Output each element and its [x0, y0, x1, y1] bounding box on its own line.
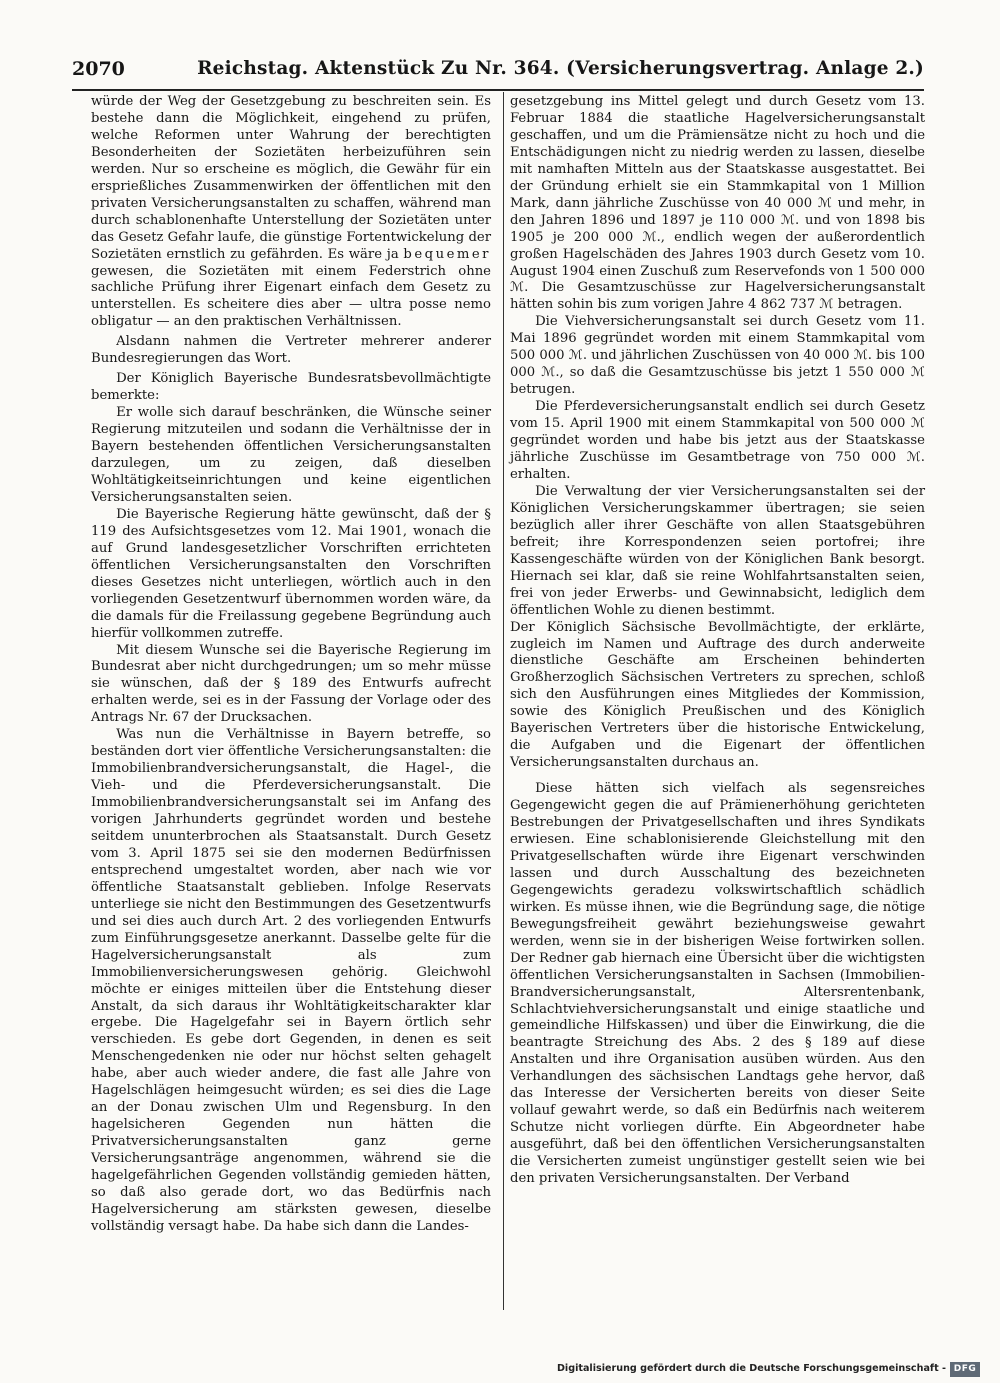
paragraph: würde der Weg der Gesetzgebung zu beschreiten sein. Es bestehe dann die Möglichkeit, eingehend zu prüfen, welche Reformen unter Wahrung der berechtigten Besonderheiten der Sozietäten herbeizuführen sein werden. Nur so erscheine es möglich, die Gewähr für ein ersprießliches Zusammenwirken der öffentlichen mit den privaten Versicherungsanstalten zu schaffen, während man durch schablonenhafte Unterstellung der Sozietäten unter das Gesetz Gefahr laufe, die günstige Fortentwickelung der Sozietäten ernstlich zu gefährden. Es wäre ja bequemer gewesen, die Sozietäten mit einem Federstrich ohne sachliche Prüfung ihrer Eigenart einfach dem Gesetz zu unterstellen. Es scheitere dies aber — ultra posse nemo obligatur — an den praktischen Verhältnissen. — [91, 94, 491, 330]
right-column — [510, 94, 925, 1188]
dfg-logo-icon: DFG — [950, 1362, 980, 1377]
column-divider — [503, 92, 504, 1310]
footer — [556, 1362, 980, 1378]
paragraph: Er wolle sich darauf beschränken, die Wünsche seiner Regierung mitzuteilen und sodann die Verhältnisse der in Bayern bestehenden öffentlichen Versicherungsanstalten darzulegen, um zu zeigen, daß dieselben Wohltätigkeitseinrichtungen und keine eigentlichen Versicherungsanstalten seien. — [91, 405, 491, 505]
emphasis-spaced: bequemer — [403, 246, 491, 262]
paragraph: Diese hätten sich vielfach als segensreiches Gegengewicht gegen die auf Prämienerhöhung gerichteten Bestrebungen der Privatgesellschaften und ihres Syndikats erwiesen. Eine schablonisierende Gleichstellung mit den Privatgesellschaften würde ihre Eigenart verschwinden lassen und durch Ausschaltung des bezeichneten Gegengewichts geradezu volkswirtschaftlich schädlich wirken. Es müsse ihnen, wie die Begründung sage, die nötige Bewegungsfreiheit gewährt beziehungsweise gewahrt werden, wenn sie in der bisherigen Weise fortwirken sollen. Der Redner gab hiernach eine Übersicht über die wichtigsten öffentlichen Versicherungsanstalten in Sachsen (Immobilien-Brandversicherungsanstalt, Altersrentenbank, Schlachtviehversicherungsanstalt und einige staatliche und gemeindliche Hilfskassen) und über die Einwirkung, die die beantragte Streichung des Abs. 2 des § 189 auf diese Anstalten und ihre Organisation ausüben würden. Aus den Verhandlungen des sächsischen Landtags gehe hervor, daß das Interesse der Versicherten bereits von dieser Seite vollauf gewahrt werde, so daß ein Bedürfnis nach weiterem Schutze nicht vorliegen dürfte. Ein Abgeordneter habe ausgeführt, daß bei den öffentlichen Versicherungsanstalten die Versicherten zumeist ungünstiger gestellt seien wie bei den privaten Versicherungsanstalten. Der Verband — [510, 781, 925, 1187]
paragraph: Die Bayerische Regierung hätte gewünscht, daß der § 119 des Aufsichtsgesetzes vom 12. Mai 1901, wonach die auf Grund landesgesetzlicher Vorschriften errichteten öffentlichen Versicherungsanstalten den Vorschriften dieses Gesetzes nicht unterliegen, wörtlich auch in den vorliegenden Gesetzentwurf übernommen worden wäre, da die damals für die Freilassung gegebene Begründung auch hierfür vollkommen zutreffe. — [91, 506, 491, 641]
page-number: 2070 — [72, 58, 125, 80]
paragraph: Was nun die Verhältnisse in Bayern betreffe, so beständen dort vier öffentliche Versicherungsanstalten: die Immobilienbrandversicherungsanstalt, die Hagel-, die Vieh- und die Pferdeversicherungsanstalt. Die Immobilienbrandversicherungsanstalt sei im Anfang des vorigen Jahrhunderts gegründet worden und bestehe seitdem ununterbrochen als Staatsanstalt. Durch Gesetz vom 3. April 1875 sei sie den modernen Bedürfnissen entsprechend umgestaltet worden, aber nach wie vor öffentliche Staatsanstalt geblieben. Infolge Reservats unterliege sie nicht den Bestimmungen des Gesetzentwurfs und sei dies auch durch Art. 2 des vorliegenden Entwurfs zum Einführungsgesetze anerkannt. Dasselbe gelte für die Hagelversicherungsanstalt als zum Immobilienversicherungswesen gehörig. Gleichwohl möchte er einiges mitteilen über die Entstehung dieser Anstalt, da sich daraus ihr Wohltätigkeitscharakter klar ergebe. Die Hagelgefahr sei in Bayern örtlich sehr verschieden. Es gebe dort Gegenden, in denen es seit Menschengedenken nie oder nur höchst selten gehagelt habe, aber auch wieder andere, die fast alle Jahre von Hagelschlägen heimgesucht würden; es sei dies die Lage an der Donau zwischen Ulm und Regensburg. In den hagelsicheren Gegenden nun hätten die Privatversicherungsanstalten ganz gerne Versicherungsanträge angenommen, während sie die hagelgefährlichen Gegenden vollständig gemieden hätten, so daß also gerade dort, wo das Bedürfnis nach Hagelversicherung am stärksten gewesen, dieselbe vollständig versagt habe. Da habe sich dann die Landes- — [91, 727, 491, 1234]
running-head: Reichstag. Aktenstück Zu Nr. 364. (Versicherungsvertrag. Anlage 2.) — [197, 58, 924, 79]
footer-credit: Digitalisierung gefördert durch die Deutsche Forschungsgemeinschaft - — [556, 1363, 946, 1374]
paragraph: Die Pferdeversicherungsanstalt endlich sei durch Gesetz vom 15. April 1900 mit einem Stammkapital von 500 000 ℳ gegründet worden und habe bis jetzt aus der Staatskasse jährliche Zuschüsse im Gesamtbetrage von 750 000 ℳ. erhalten. — [510, 399, 925, 482]
left-column — [91, 94, 491, 1236]
paragraph: Die Verwaltung der vier Versicherungsanstalten sei der Königlichen Versicherungskammer übertragen; sie seien bezüglich aller ihrer Geschäfte von allen Staatsgebühren befreit; ihre Korrespondenzen seien portofrei; ihre Kassengeschäfte würden von der Königlichen Bank besorgt. Hiernach sei klar, daß sie reine Wohlfahrtsanstalten seien, frei von jeder Erwerbs- und Gewinnabsicht, lediglich dem öffentlichen Wohle zu dienen bestimmt. — [510, 483, 925, 618]
paragraph: Die Viehversicherungsanstalt sei durch Gesetz vom 11. Mai 1896 gegründet worden mit einem Stammkapital vom 500 000 ℳ. und jährlichen Zuschüssen von 40 000 ℳ. bis 100 000 ℳ., so daß die Gesamtzuschüsse bis jetzt 1 550 000 ℳ betrugen. — [510, 314, 925, 398]
paragraph: Mit diesem Wunsche sei die Bayerische Regierung im Bundesrat aber nicht durchgedrungen; um so mehr müsse sie wünschen, daß der § 189 des Entwurfs aufrecht erhalten werde, sei es in der Fassung der Vorlage oder des Antrags Nr. 67 der Drucksachen. — [91, 642, 491, 726]
header-rule — [72, 89, 924, 91]
paragraph: Der Königlich Sächsische Bevollmächtigte, der erklärte, zugleich im Namen und Auftrage des durch anderweite dienstliche Geschäfte am Erscheinen behinderten Großherzoglich Sächsischen Vertreters zu sprechen, schloß sich den Ausführungen eines Mitgliedes der Kommission, sowie des Königlich Preußischen und des Königlich Bayerischen Vertreters über die historische Entwickelung, die Aufgaben und die Eigenart der öffentlichen Versicherungsanstalten durchaus an. — [510, 619, 925, 771]
page-header — [72, 58, 924, 86]
paragraph: Alsdann nahmen die Vertreter mehrerer anderer Bundesregierungen das Wort. — [91, 334, 491, 367]
paragraph: Der Königlich Bayerische Bundesratsbevollmächtigte bemerkte: — [91, 371, 491, 404]
paragraph: gesetzgebung ins Mittel gelegt und durch Gesetz vom 13. Februar 1884 die staatliche Hagelversicherungsanstalt geschaffen, und um die Prämiensätze nicht zu hoch und die Entschädigungen nicht zu niedrig werden zu lassen, dieselbe mit namhaften Mitteln aus der Staatskasse ausgestattet. Bei der Gründung erhielt sie ein Stammkapital von 1 Million Mark, dann jährliche Zuschüsse von 40 000 ℳ und mehr, in den Jahren 1896 und 1897 je 110 000 ℳ. und von 1898 bis 1905 je 200 000 ℳ., endlich wegen der außerordentlich großen Hagelschäden des Jahres 1903 durch Gesetz vom 10. August 1904 einen Zuschuß zum Reservefonds von 1 500 000 ℳ. Die Gesamtzuschüsse zur Hagelversicherungsanstalt hätten sohin bis zum vorigen Jahre 4 862 737 ℳ betragen. — [510, 94, 925, 313]
